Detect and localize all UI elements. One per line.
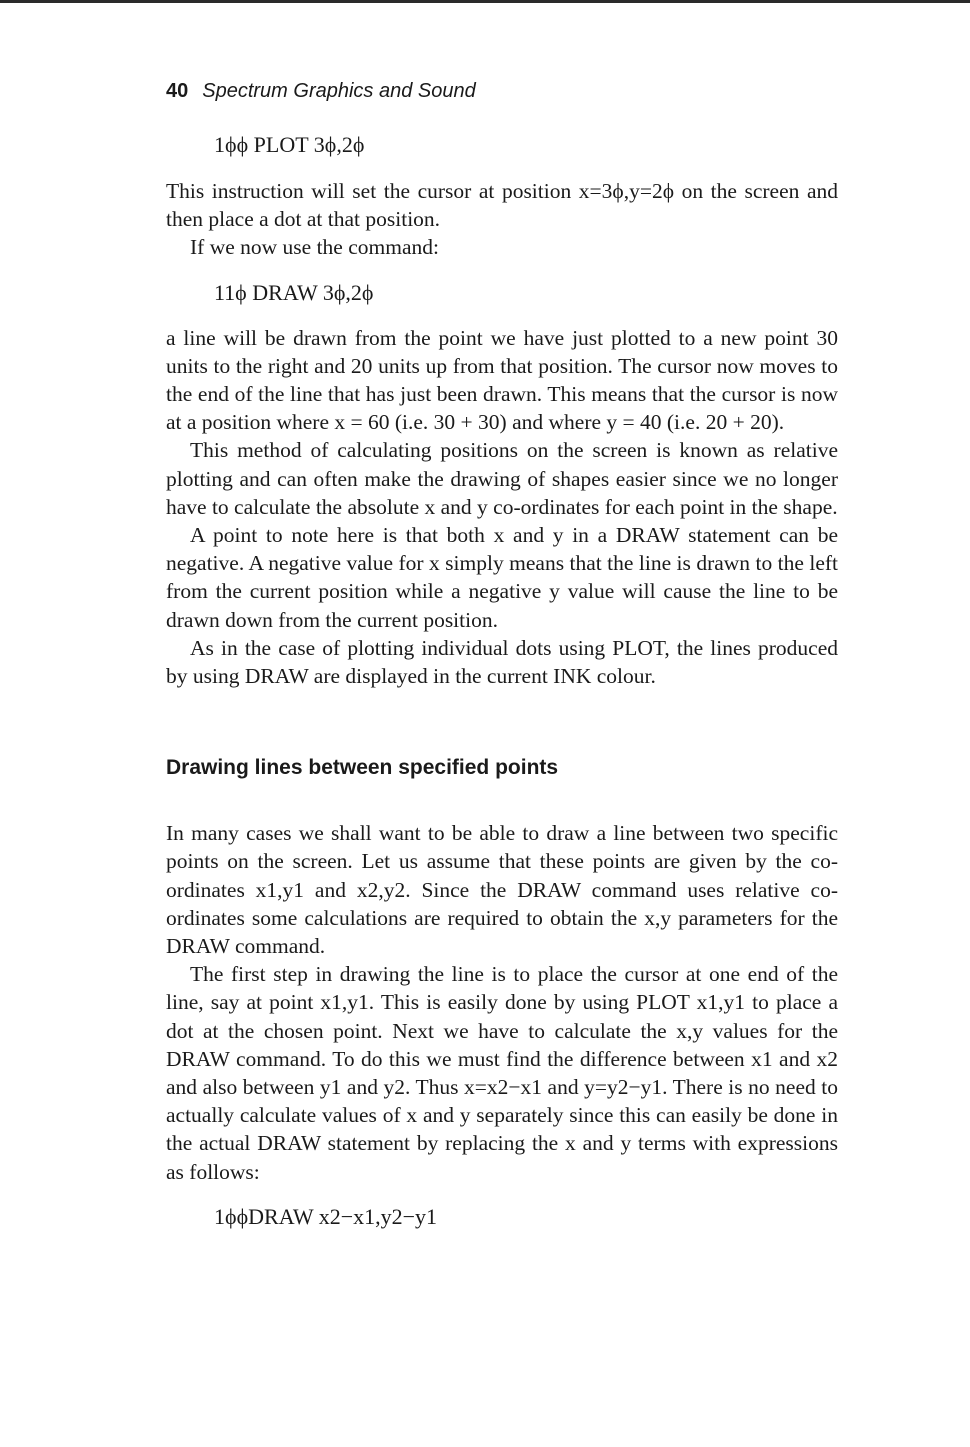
- code-line-draw: 11ϕ DRAW 3ϕ,2ϕ: [214, 279, 374, 305]
- book-title: Spectrum Graphics and Sound: [202, 80, 476, 102]
- code-line-draw-expression: 1ϕϕDRAW x2−x1,y2−y1: [214, 1203, 438, 1229]
- top-rule: [0, 0, 970, 3]
- running-head: [166, 76, 838, 106]
- paragraph: This instruction will set the cursor at position x=3ϕ,y=2ϕ on the screen and then place a dot at that position.: [166, 179, 838, 232]
- page-number: 40: [166, 80, 189, 102]
- paragraph: The first step in drawing the line is to place the cursor at one end of the line, say at point x1,y1. This is easily done by using PLOT x1,y1 to place a dot at the chosen point. Next we have to calculate the x,y values for the DRAW command. To do this we must find the difference between x1 and x2 and also between y1 and y2. Thus x=x2−x1 and y=y2−y1. There is no need to actually calculate values of x and y separately since this can easily be done in the actual DRAW statement by replacing the x and y terms with expressions as follows:: [166, 962, 838, 1184]
- book-page: [166, 76, 838, 1231]
- section-heading: Drawing lines between specified points: [166, 756, 559, 780]
- paragraph: A point to note here is that both x and y in a DRAW statement can be negative. A negative value for x simply means that the line is drawn to the left from the current position while a negative y value will cause the line to be drawn down from the current position.: [166, 523, 838, 632]
- paragraph: In many cases we shall want to be able to draw a line between two specific points on the screen. Let us assume that these points are given by the co-ordinates x1,y1 and x2,y2. Since the DRAW command uses relative co-ordinates some calculations are required to obtain the x,y parameters for the DRAW command.: [166, 821, 838, 959]
- paragraph: This method of calculating positions on the screen is known as relative plotting and can often make the drawing of shapes easier since we no longer have to calculate the absolute x and y co-ordinates for each point in the shape.: [166, 438, 838, 519]
- paragraph: As in the case of plotting individual dots using PLOT, the lines produced by using DRAW are displayed in the current INK colour.: [166, 635, 838, 689]
- paragraph: a line will be drawn from the point we have just plotted to a new point 30 units to the right and 20 units up from that position. The cursor now moves to the end of the line that has just been drawn. This means that the cursor is now at a position where x = 60 (i.e. 30 + 30) and where y = 40 (i.e. 20 + 20).: [166, 325, 838, 435]
- paragraph: If we now use the command:: [190, 235, 439, 260]
- code-line-plot: 1ϕϕ PLOT 3ϕ,2ϕ: [214, 132, 365, 157]
